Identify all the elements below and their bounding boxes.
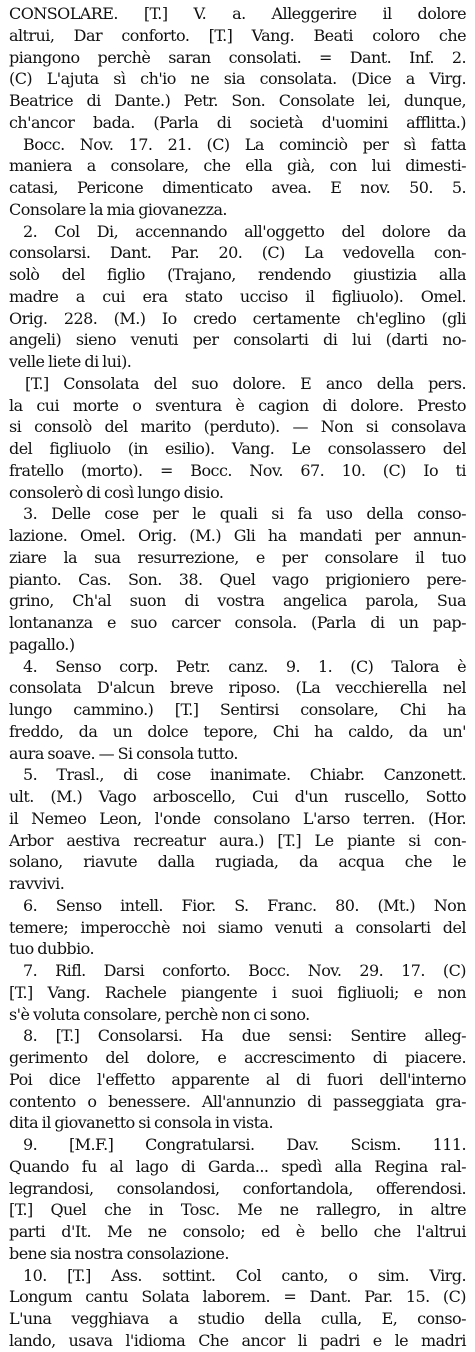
entry-line: solò del figlio (Trajano, rendendo giustizia alla	[9, 265, 466, 284]
entry-line: grino, Ch'al suon di vostra angelica parola, Sua	[9, 591, 466, 611]
entry-line: bene sia nostra consolazione.	[9, 1243, 229, 1263]
entry-line: consolata D'alcun breve riposo. (La vecchierella nel	[9, 678, 466, 698]
entry-line: Consolare la mia giovanezza.	[9, 199, 227, 219]
entry-line: catasi, Pericone dimenticato avea. E nov. 50. 5.	[9, 178, 466, 197]
entry-line: (C) L'ajuta sì ch'io ne sia consolata. (Dice a Virg.	[9, 69, 466, 89]
entry-line: maniera a consolare, che ella già, con lui dimesti-	[9, 156, 466, 176]
entry-line: aura soave. — Si consola tutto.	[9, 743, 238, 763]
sense-line: 9. [M.F.] Congratularsi. Dav. Scism. 111.	[23, 1135, 466, 1154]
entry-line: lungo cammino.) [T.] Sentirsi consolare, Chi ha	[9, 700, 466, 719]
entry-line: lando, usava l'idioma Che ancor li padri e le madri	[9, 1330, 466, 1350]
sense-line: 10. [T.] Ass. sottint. Col canto, o sim. Virg.	[23, 1265, 466, 1285]
entry-line: ch'ancor bada. (Parla di società d'uomini afflitta.)	[9, 112, 466, 132]
entry-line: pianto. Cas. Son. 38. Quel vago prigioniero pere-	[9, 569, 466, 589]
entry-line: la cui morte o sventura è cagion di dolore. Presto	[9, 395, 466, 415]
sense-line: 7. Rifl. Darsi conforto. Bocc. Nov. 29. 17. (C)	[23, 961, 466, 980]
entry-line: ziare la sua resurrezione, e per consolare il tuo	[9, 547, 466, 567]
entry-line: [T.] Vang. Rachele piangente i suoi figliuoli; e non	[9, 982, 466, 1002]
entry-line: freddo, da un dolce tepore, Chi ha caldo, da un'	[9, 721, 466, 741]
entry-line: Beatrice di Dante.) Petr. Son. Consolate lei, dunque,	[9, 91, 466, 110]
entry-line: tuo dubbio.	[9, 939, 94, 959]
entry-line: fratello (morto). = Bocc. Nov. 67. 10. (C) Io ti	[9, 460, 466, 480]
entry-line: angeli) sieno venuti per consolarti di lui (darti no-	[9, 330, 466, 350]
sense-line: 2. Col Di, accennando all'oggetto del dolore da	[23, 221, 466, 241]
entry-line: madre a cui era stato ucciso il figliuolo). Omel.	[9, 286, 466, 306]
entry-line: pagallo.)	[9, 634, 75, 654]
entry-line: contento o benessere. All'annunzio di passeggiata gra-	[9, 1091, 466, 1111]
entry-line: si consolò del marito (perduto). — Non si consolava	[9, 417, 466, 437]
entry-line: del figliuolo (in esilio). Vang. Le consolassero del	[9, 439, 466, 458]
entry-line: [T.] Consolata del suo dolore. E anco della pers.	[25, 373, 466, 393]
entry-line: Longum cantu Solata laborem. = Dant. Par. 15. (C)	[9, 1287, 466, 1307]
entry-line: parti d'It. Me ne consolo; ed è bello che l'altrui	[9, 1222, 466, 1241]
entry-line: s'è voluta consolare, perchè non ci sono.	[9, 1004, 310, 1024]
entry-line: temere; imperocchè noi siamo venuti a consolarti del	[9, 917, 466, 937]
entry-line: lontananza e suo carcer consola. (Parla di un pap-	[9, 613, 466, 632]
entry-line: ult. (M.) Vago arboscello, Cui d'un ruscello, Sotto	[9, 787, 466, 806]
entry-line: consolarsi. Dant. Par. 20. (C) La vedovella con-	[9, 243, 466, 263]
sense-line: 5. Trasl., di cose inanimate. Chiabr. Canzonett.	[23, 765, 466, 785]
entry-line: CONSOLARE. [T.] V. a. Alleggerire il dolore	[9, 4, 466, 23]
entry-line: altrui, Dar conforto. [T.] Vang. Beati coloro che	[9, 25, 466, 45]
entry-line: L'una vegghiava a studio della culla, E, conso-	[9, 1309, 466, 1328]
entry-line: il Nemeo Leon, l'onde consolano L'arso terren. (Hor.	[9, 808, 466, 828]
entry-line: Arbor aestiva recreatur aura.) [T.] Le piante si con-	[9, 830, 466, 850]
entry-line: Orig. 228. (M.) Io credo certamente ch'eglino (gli	[9, 308, 466, 328]
entry-line: ravvivi.	[9, 874, 65, 893]
entry-line: velle liete di lui).	[9, 352, 132, 371]
entry-line: legrandosi, consolandosi, confortandola, offerendosi.	[9, 1178, 466, 1198]
entry-line: Poi dice l'effetto apparente al di fuori dell'interno	[9, 1069, 466, 1089]
entry-line: [T.] Quel che in Tosc. Me ne rallegro, in altre	[9, 1200, 466, 1220]
entry-line: lazione. Omel. Orig. (M.) Gli ha mandati per annun-	[9, 526, 466, 545]
entry-line: piangono perchè saran consolati. = Dant. Inf. 2.	[9, 47, 466, 67]
sense-line: 3. Delle cose per le quali si fa uso della conso-	[23, 504, 466, 524]
sense-line: 8. [T.] Consolarsi. Ha due sensi: Sentire alleg-	[23, 1026, 466, 1046]
entry-line: gerimento del dolore, e accrescimento di piacere.	[9, 1048, 466, 1067]
entry-line: consolerò di così lungo disio.	[9, 482, 224, 502]
entry-line: Bocc. Nov. 17. 21. (C) La cominciò per sì fatta	[23, 134, 466, 154]
entry-line: dita il giovanetto si consola in vista.	[9, 1113, 274, 1133]
entry-line: Quando fu al lago di Garda... spedì alla Regina ral-	[9, 1156, 466, 1176]
sense-line: 6. Senso intell. Fior. S. Franc. 80. (Mt.) Non	[23, 895, 466, 915]
entry-line: solano, riavute dalla rugiada, da acqua che le	[9, 852, 466, 872]
sense-line: 4. Senso corp. Petr. canz. 9. 1. (C) Talora è	[23, 656, 466, 676]
